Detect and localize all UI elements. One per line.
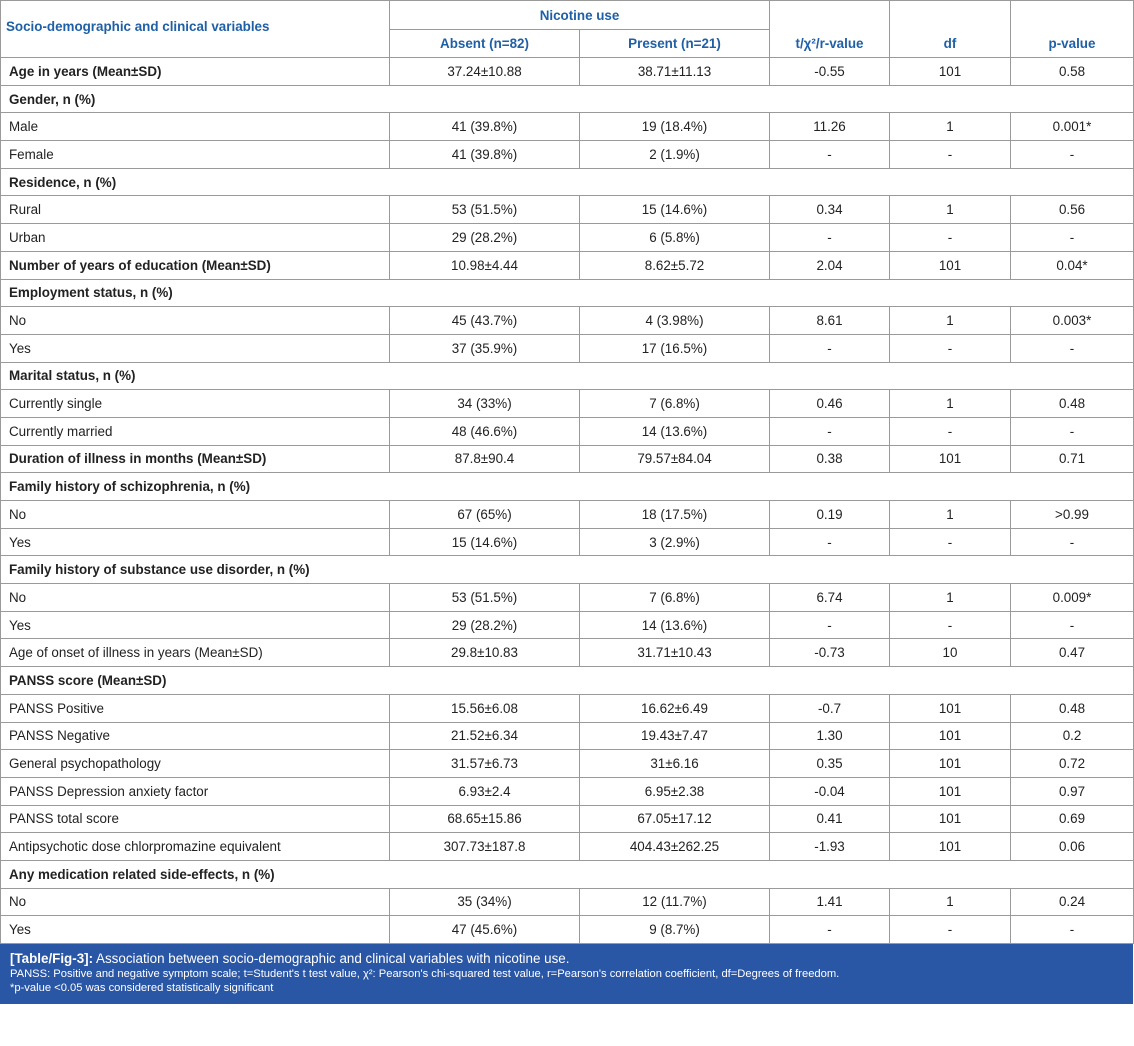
- caption-title-line: [10, 951, 1123, 967]
- table-row: [1, 113, 1134, 141]
- cell-p-value: 0.56: [1011, 196, 1134, 224]
- table-section-row: [1, 473, 1134, 501]
- cell-df: -: [890, 916, 1011, 944]
- table-row: [1, 528, 1134, 556]
- cell-df: -: [890, 528, 1011, 556]
- cell-stat: 1.41: [770, 888, 890, 916]
- table-section-row: [1, 667, 1134, 695]
- cell-df: -: [890, 611, 1011, 639]
- row-label: Rural: [1, 196, 390, 224]
- header-variable: Socio-demographic and clinical variables: [1, 1, 390, 58]
- section-label: Family history of schizophrenia, n (%): [1, 473, 1134, 501]
- cell-stat: -: [770, 528, 890, 556]
- cell-p-value: 0.72: [1011, 750, 1134, 778]
- cell-absent: 47 (45.6%): [390, 916, 580, 944]
- cell-p-value: 0.003*: [1011, 307, 1134, 335]
- table-section-row: [1, 362, 1134, 390]
- cell-present: 31.71±10.43: [580, 639, 770, 667]
- cell-absent: 37.24±10.88: [390, 58, 580, 86]
- table-section-row: [1, 168, 1134, 196]
- cell-absent: 37 (35.9%): [390, 334, 580, 362]
- row-label: Currently married: [1, 417, 390, 445]
- table-row: [1, 501, 1134, 529]
- row-label: Yes: [1, 916, 390, 944]
- cell-p-value: -: [1011, 417, 1134, 445]
- cell-p-value: 0.001*: [1011, 113, 1134, 141]
- cell-present: 7 (6.8%): [580, 584, 770, 612]
- cell-present: 3 (2.9%): [580, 528, 770, 556]
- cell-present: 4 (3.98%): [580, 307, 770, 335]
- cell-df: 101: [890, 58, 1011, 86]
- cell-p-value: 0.58: [1011, 58, 1134, 86]
- cell-stat: -0.73: [770, 639, 890, 667]
- cell-absent: 31.57±6.73: [390, 750, 580, 778]
- row-label: Number of years of education (Mean±SD): [1, 251, 390, 279]
- cell-present: 19 (18.4%): [580, 113, 770, 141]
- cell-present: 6 (5.8%): [580, 224, 770, 252]
- cell-absent: 307.73±187.8: [390, 833, 580, 861]
- row-label: Age in years (Mean±SD): [1, 58, 390, 86]
- cell-absent: 34 (33%): [390, 390, 580, 418]
- table-row: [1, 417, 1134, 445]
- cell-absent: 41 (39.8%): [390, 141, 580, 169]
- header-absent: Absent (n=82): [390, 30, 580, 58]
- cell-stat: 6.74: [770, 584, 890, 612]
- cell-present: 18 (17.5%): [580, 501, 770, 529]
- cell-stat: 0.46: [770, 390, 890, 418]
- cell-absent: 53 (51.5%): [390, 196, 580, 224]
- cell-stat: 0.34: [770, 196, 890, 224]
- row-label: Female: [1, 141, 390, 169]
- cell-present: 31±6.16: [580, 750, 770, 778]
- cell-stat: -: [770, 611, 890, 639]
- row-label: Yes: [1, 334, 390, 362]
- cell-df: 1: [890, 113, 1011, 141]
- cell-stat: -1.93: [770, 833, 890, 861]
- cell-p-value: >0.99: [1011, 501, 1134, 529]
- row-label: PANSS Negative: [1, 722, 390, 750]
- cell-df: 1: [890, 196, 1011, 224]
- cell-present: 8.62±5.72: [580, 251, 770, 279]
- cell-absent: 15 (14.6%): [390, 528, 580, 556]
- row-label: Antipsychotic dose chlorpromazine equivalent: [1, 833, 390, 861]
- row-label: Yes: [1, 528, 390, 556]
- cell-df: -: [890, 417, 1011, 445]
- header-group-nicotine: Nicotine use: [390, 1, 770, 30]
- row-label: Yes: [1, 611, 390, 639]
- cell-stat: -0.7: [770, 694, 890, 722]
- caption-tag: [Table/Fig-3]:: [10, 951, 94, 966]
- table-header: [1, 1, 1134, 58]
- table-row: [1, 694, 1134, 722]
- row-label: PANSS total score: [1, 805, 390, 833]
- table-section-row: [1, 556, 1134, 584]
- cell-stat: 11.26: [770, 113, 890, 141]
- cell-df: 10: [890, 639, 1011, 667]
- cell-p-value: 0.24: [1011, 888, 1134, 916]
- cell-present: 15 (14.6%): [580, 196, 770, 224]
- cell-present: 404.43±262.25: [580, 833, 770, 861]
- row-label: No: [1, 888, 390, 916]
- section-label: Employment status, n (%): [1, 279, 1134, 307]
- cell-stat: 0.35: [770, 750, 890, 778]
- section-label: Gender, n (%): [1, 85, 1134, 113]
- table-row: [1, 833, 1134, 861]
- section-label: Residence, n (%): [1, 168, 1134, 196]
- table-row: [1, 251, 1134, 279]
- cell-stat: 1.30: [770, 722, 890, 750]
- table-row: [1, 390, 1134, 418]
- cell-p-value: 0.04*: [1011, 251, 1134, 279]
- row-label: Age of onset of illness in years (Mean±SD): [1, 639, 390, 667]
- cell-absent: 67 (65%): [390, 501, 580, 529]
- cell-df: 101: [890, 833, 1011, 861]
- cell-p-value: -: [1011, 528, 1134, 556]
- cell-absent: 41 (39.8%): [390, 113, 580, 141]
- cell-absent: 29 (28.2%): [390, 224, 580, 252]
- table-row: [1, 224, 1134, 252]
- caption-significance: *p-value <0.05 was considered statistically significant: [10, 982, 274, 994]
- section-label: PANSS score (Mean±SD): [1, 667, 1134, 695]
- cell-present: 17 (16.5%): [580, 334, 770, 362]
- cell-absent: 29 (28.2%): [390, 611, 580, 639]
- cell-p-value: 0.69: [1011, 805, 1134, 833]
- cell-df: 1: [890, 390, 1011, 418]
- table-row: [1, 916, 1134, 944]
- cell-absent: 10.98±4.44: [390, 251, 580, 279]
- table-row: [1, 196, 1134, 224]
- table-row: [1, 805, 1134, 833]
- cell-present: 67.05±17.12: [580, 805, 770, 833]
- row-label: No: [1, 501, 390, 529]
- table-row: [1, 639, 1134, 667]
- table-row: [1, 750, 1134, 778]
- row-label: Currently single: [1, 390, 390, 418]
- header-present: Present (n=21): [580, 30, 770, 58]
- table-section-row: [1, 85, 1134, 113]
- cell-present: 38.71±11.13: [580, 58, 770, 86]
- cell-stat: -: [770, 417, 890, 445]
- cell-df: 101: [890, 805, 1011, 833]
- cell-stat: -0.55: [770, 58, 890, 86]
- cell-p-value: 0.48: [1011, 694, 1134, 722]
- cell-p-value: -: [1011, 334, 1134, 362]
- cell-absent: 15.56±6.08: [390, 694, 580, 722]
- row-label: General psychopathology: [1, 750, 390, 778]
- table-body: [1, 58, 1134, 944]
- header-stat: t/χ²/r-value: [770, 1, 890, 58]
- cell-p-value: 0.2: [1011, 722, 1134, 750]
- cell-absent: 35 (34%): [390, 888, 580, 916]
- cell-stat: 0.19: [770, 501, 890, 529]
- cell-df: 1: [890, 584, 1011, 612]
- cell-df: 101: [890, 694, 1011, 722]
- cell-p-value: 0.06: [1011, 833, 1134, 861]
- cell-df: 101: [890, 445, 1011, 473]
- cell-df: 1: [890, 888, 1011, 916]
- cell-stat: 8.61: [770, 307, 890, 335]
- cell-p-value: 0.97: [1011, 777, 1134, 805]
- cell-absent: 6.93±2.4: [390, 777, 580, 805]
- table-section-row: [1, 860, 1134, 888]
- row-label: PANSS Depression anxiety factor: [1, 777, 390, 805]
- table-row: [1, 888, 1134, 916]
- section-label: Marital status, n (%): [1, 362, 1134, 390]
- table-row: [1, 58, 1134, 86]
- row-label: Male: [1, 113, 390, 141]
- cell-present: 2 (1.9%): [580, 141, 770, 169]
- table-row: [1, 334, 1134, 362]
- cell-present: 19.43±7.47: [580, 722, 770, 750]
- cell-p-value: -: [1011, 916, 1134, 944]
- cell-p-value: 0.71: [1011, 445, 1134, 473]
- cell-present: 14 (13.6%): [580, 611, 770, 639]
- cell-df: 101: [890, 777, 1011, 805]
- caption-title: Association between socio-demographic and clinical variables with nicotine use.: [93, 951, 570, 966]
- cell-stat: 2.04: [770, 251, 890, 279]
- cell-present: 9 (8.7%): [580, 916, 770, 944]
- cell-present: 12 (11.7%): [580, 888, 770, 916]
- cell-absent: 53 (51.5%): [390, 584, 580, 612]
- row-label: Urban: [1, 224, 390, 252]
- cell-df: 101: [890, 722, 1011, 750]
- row-label: No: [1, 307, 390, 335]
- cell-stat: 0.41: [770, 805, 890, 833]
- cell-stat: -: [770, 224, 890, 252]
- cell-present: 14 (13.6%): [580, 417, 770, 445]
- cell-p-value: 0.47: [1011, 639, 1134, 667]
- row-label: Duration of illness in months (Mean±SD): [1, 445, 390, 473]
- cell-p-value: -: [1011, 611, 1134, 639]
- cell-stat: -: [770, 334, 890, 362]
- table-row: [1, 307, 1134, 335]
- cell-df: 1: [890, 501, 1011, 529]
- section-label: Family history of substance use disorder, n (%): [1, 556, 1134, 584]
- section-label: Any medication related side-effects, n (%): [1, 860, 1134, 888]
- cell-p-value: -: [1011, 141, 1134, 169]
- cell-present: 6.95±2.38: [580, 777, 770, 805]
- cell-present: 79.57±84.04: [580, 445, 770, 473]
- table-row: [1, 722, 1134, 750]
- table-row: [1, 777, 1134, 805]
- cell-stat: 0.38: [770, 445, 890, 473]
- cell-stat: -: [770, 916, 890, 944]
- cell-p-value: 0.48: [1011, 390, 1134, 418]
- cell-absent: 48 (46.6%): [390, 417, 580, 445]
- table-caption: [0, 944, 1133, 1004]
- table-row: [1, 611, 1134, 639]
- cell-absent: 29.8±10.83: [390, 639, 580, 667]
- cell-absent: 45 (43.7%): [390, 307, 580, 335]
- cell-p-value: 0.009*: [1011, 584, 1134, 612]
- table-row: [1, 445, 1134, 473]
- cell-df: 101: [890, 251, 1011, 279]
- cell-p-value: -: [1011, 224, 1134, 252]
- table-row: [1, 141, 1134, 169]
- cell-df: -: [890, 334, 1011, 362]
- cell-absent: 68.65±15.86: [390, 805, 580, 833]
- cell-df: 101: [890, 750, 1011, 778]
- cell-df: 1: [890, 307, 1011, 335]
- row-label: No: [1, 584, 390, 612]
- table-row: [1, 584, 1134, 612]
- cell-df: -: [890, 141, 1011, 169]
- cell-absent: 21.52±6.34: [390, 722, 580, 750]
- table-section-row: [1, 279, 1134, 307]
- cell-stat: -0.04: [770, 777, 890, 805]
- cell-absent: 87.8±90.4: [390, 445, 580, 473]
- cell-present: 16.62±6.49: [580, 694, 770, 722]
- header-p: p-value: [1011, 1, 1134, 58]
- cell-stat: -: [770, 141, 890, 169]
- caption-abbreviations: PANSS: Positive and negative symptom scale; t=Student's t test value, χ²: Pearson's chi-squared test value, r=Pearson's correlation coefficient, df=Degrees of freedom.: [10, 968, 840, 980]
- cell-present: 7 (6.8%): [580, 390, 770, 418]
- row-label: PANSS Positive: [1, 694, 390, 722]
- header-df: df: [890, 1, 1011, 58]
- cell-df: -: [890, 224, 1011, 252]
